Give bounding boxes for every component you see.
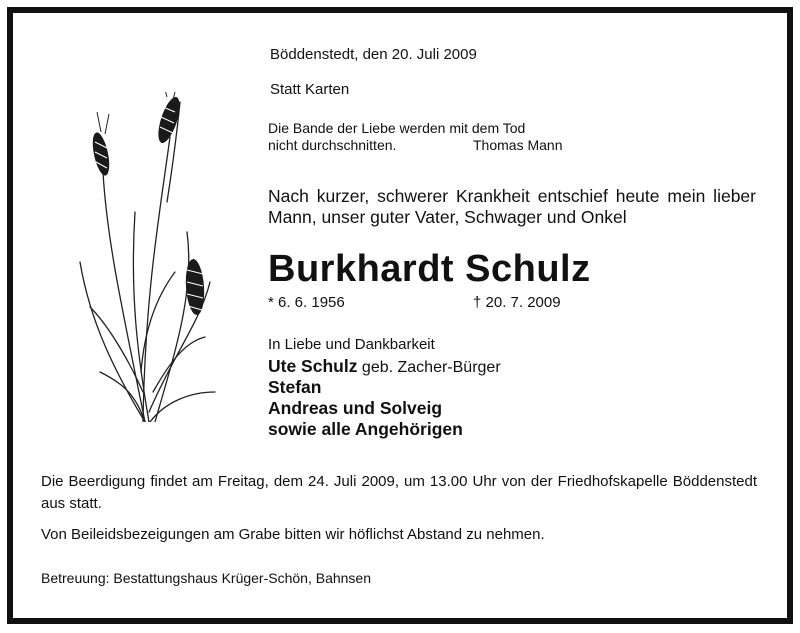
- statt-karten: Statt Karten: [270, 81, 350, 98]
- announcement-text: Nach kurzer, schwerer Krankheit entschief heute mein lieber Mann, unser guter Vater, Schwager und Onkel: [268, 186, 756, 227]
- place-date: Böddenstedt, den 20. Juli 2009: [270, 46, 477, 63]
- wheat-illustration: [75, 92, 235, 422]
- condolence-request: Von Beileidsbezeigungen am Grabe bitten wir höflichst Abstand zu nehmen.: [41, 526, 545, 543]
- quote-author: Thomas Mann: [473, 137, 563, 153]
- birth-date: * 6. 6. 1956: [268, 294, 345, 311]
- quote-line-1: Die Bande der Liebe werden mit dem Tod: [268, 120, 526, 136]
- mourner-3: Andreas und Solveig: [268, 398, 443, 418]
- mourner-1-name: Ute Schulz: [268, 356, 358, 376]
- death-date: † 20. 7. 2009: [473, 294, 561, 311]
- mourner-1: [268, 356, 501, 378]
- funeral-details: Die Beerdigung findet am Freitag, dem 24. Juli 2009, um 13.00 Uhr von der Friedhofskapelle Böddenstedt aus statt.: [41, 473, 757, 512]
- mourner-1-suffix: geb. Zacher-Bürger: [357, 359, 501, 376]
- undertaker-credit: Betreuung: Bestattungshaus Krüger-Schön, Bahnsen: [41, 570, 371, 586]
- mourners-intro: In Liebe und Dankbarkeit: [268, 336, 435, 353]
- mourner-2: Stefan: [268, 377, 322, 397]
- quote-line-2: nicht durchschnitten.: [268, 137, 397, 153]
- deceased-name: Burkhardt Schulz: [268, 248, 591, 290]
- mourner-4: sowie alle Angehörigen: [268, 419, 463, 439]
